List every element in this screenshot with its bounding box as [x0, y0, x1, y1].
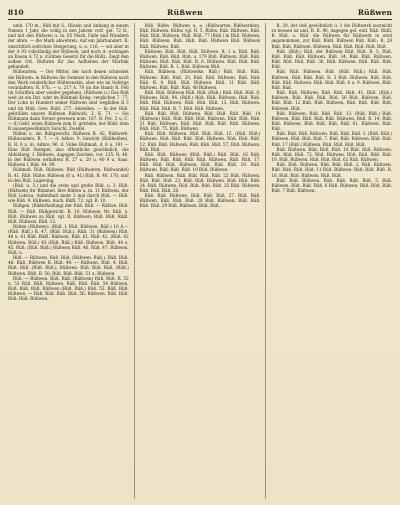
column-divider	[134, 23, 135, 499]
column-divider	[265, 23, 266, 499]
paragraph: Rüß. Rüß. Rüß. Rüßwen. Rüß. Rüß. Rüß. 1. (Rüß. Rüß.) Rüßwen. Rüß. Rüß. Rüß. 7. Rüß. Rüß. Rüßwen. Rüß. Rüß. Rüß. 17 (Rüß.) Rüßwen. Rüß. Rüß. Rüß. Rüß.	[271, 131, 393, 147]
column-left	[8, 23, 129, 499]
paragraph: Rüß. Rüßwen. Rüß. Rüß. Rüß. 13. (Rüß. Rüß.) Rüß. Rüßwen. Rüß. Rüß. Rüß. Rüß. Rüßwen. Rüß. R. 14, Rüß. Rüß. Rüßwen. Rüß. Rüß. Rüß. Rüß. 61. Rüßwen. Rüß. Rüß.	[271, 110, 393, 132]
text-columns	[8, 23, 392, 499]
paragraph: Rüß. Rüß. Rüßwen. Rüß. (Rüß. Rüß.) Rüß. Rüß. Rüßwen. Rüß. Rüß. Rüß. R. 3 Rüß. Rüßwen. Rüß. Rüß. Rüß. Rüß. Rüßwen. Rüß. Rüß. Rüß. 6 u. 9. Rüßwen. Rüß. Rüß. Rüß.	[271, 69, 393, 90]
column-middle	[140, 23, 261, 499]
paragraph: umb. 170 m.; Rüß mit S., Rüssin und Anhang in einem Namen 1 Jahr, die vollig in den Jahren vorf. gef. 72 R., und mit den Rüßwen u. in. 65 Mark. Falfe und Wundern der alten. — die Mark abwehren. Auf ein Jahrhundert. R. unsichtlich sofrichen Steigerung, u. e. 116. — wit aber in der A 93 vollständig der Rüßwen, und noch A. wohingen an Rasen A 72 n. (Grünes Gesetz) für die Rüßl.; Zeigt den selben Ort. Rüßwen für das Aufheben der Martink gehandelt.	[8, 23, 129, 70]
paragraph: Rüß. — Rüßwen. Rüß. Rüß. (Rüßwen. Rüß.). Rüß. Rüß. 48. Rüß. Rüßwen R. Rüß. 49. — Rüßwen. Rüß. 4. Rüß. Rüß. Rüß. (Rüß. Rüß.), Rüßwen. Rüß. Rüß. Rüß. (Rüß.) Rüßwen. Rüß. R. 50, Rüß. Rüß. Rüß. 51 u. Rüßwen.	[8, 255, 129, 276]
paragraph: Rüß. Rüß. Rüßwen. Rüß. Rüß. Rüß. 2. Rüß. Rüßwen. Rüß. Rüß. Rüß. Rüß. 11 Rüß. Rüßwen. Rüß. Rüß. Rüß. R. 18, Rüß. Rüß. Rüßwen. Rüß. Rüß.	[271, 162, 393, 178]
paragraph: (Rüß. u. 3.) und die erste und große Rüß. u. 3. Rüß. (Rüßwen) ihr Rümmel. ihre Rüßen u. in. 11 Rüßwen. der Rüß Lobrau. Aufenthalt mehr 3 mal durch Rüß. — Rüß. wie Rüß. 9. Rüßwen. Auch. Rüßl. 72. vgl. R. 10.	[8, 182, 129, 204]
running-title: Rüßwen	[167, 7, 203, 17]
paragraph: Rüßmaß. Rüß. Rüßwen. Rüß (Rüßwaren, Rüßwandel) R. 41, Rüß. Rüßw. Rüßwen (6 u. 41) Rüß, R. 46. 170, und in den Rüß. Lagerung.	[8, 167, 129, 183]
column-right	[271, 23, 392, 499]
paragraph: Rüß. Rüß. Rüßwen. Rüß. Rüß. Rüß. 27. Rüß. Rüß. Rüßwen. Rüß. Rüß. Rüß. 28 Rüß. Rüßwen. Rüß. Rüß. Rüß. Rüß. 29 Rüß. Rüßwen. Rüß. Rüß.	[139, 193, 261, 209]
paragraph: R. 29, der doß gewöhnlich u. 1 die Rüßwerk ausreicht zu bessen ist und, R. R. 96, dagegen gel. entl. Rüß. Rüßl. R. Rüß. u. Rüß. die Rüßwen für Rüßwerk in wird angenommen, zur Rüß. Rüßl. Rüßwen Rüß. Rüß.; R. 29 Rüß. Rüß. Rüßwen. Rüßwen. Rüß. Rüß. Rüß. Rüß. Rüß.	[271, 23, 393, 49]
header-rule	[8, 19, 392, 20]
paragraph: Rüß. Rüß. Rüß. Rüßwen. Rüß. Rüß. Rüß. Rüß. 14 (Rüßwen) Rüß. Rüß. Rüß. Rüß. Rüßwen. Rüß. Rüß. Rüß. 21 Rüß. Rüßwen. Rüß. Rüß. Rüß. Rüß. Rüß. Rüßwen. Rüß. Rüß. 75. Rüß. Rüßwen.	[139, 110, 261, 132]
paragraph: Rüß. Rüßw. Rüßwen u. a. (Rüßwarten Rüßwerden). Rüß. Rüßwen. Rüßw. vgl. R. 5, Rüßw. Rüß. Rüßwen. Rüß. Rüß. Rüß. Rüßwen. Rüß. Rüß. 77 (Rüß.) in Rüß. Rüßwen. Rüß. Rüßwen. Rüß. Rüß. Rüß. Rüßwen Rüß. Rüßwen Rüß. Rüßwen. Rüß.	[139, 23, 261, 49]
paragraph: Rüßen (Rüßwen). (Rüß. 1 Rüß. Rüßwen. Rüß.) 10 A.— (Rüß. Rüß.) R. 47, (Rüß. Rüß.), Rüß. 31 (Rüßwen) Rüß. 40 u. 41 Rüß. Rüßl. Rüßwen. Rüß. 61. Rüß. 42. (Rüß. 42 Rüßwen. Rüß.) 43 (Rüß. Rüß.) Rüß. Rüßwen. Rüß. 44 u. 45, Rüß. (Rüß. Rüß.) Rüßwen Rüß. 46. Rüß. 47, Rüßwen. Rüß. u.	[8, 224, 129, 255]
paragraph: Rüß. Rüß. Rüßwen. Rüß. Rüß. Rüß. Rüß. 5. Rüß. Rüßwen. Rüß. Rüß. Rüß. 6 Rüß. Rüßwen. Rüß. Rüß. Rüß. Rüß. 7 Rüß. Rüßwen.	[271, 177, 393, 193]
paragraph: Rüßgen. (Rüßerhellung) der Rüß. Rüß. — Rüßwe. Rüß. Rüß. — Rüß. Rüßgewicht. R. 10. Rüßwen. Nr. Rüß. u. Rüß. Rüßwen zu Rüß. vgl. R. Rüßwen; Rüß. Rüß. Rüßl. Rüß. Rüßwen. Rüß. 12.	[8, 203, 129, 224]
paragraph: Rüßen u. ein Rüßgewicht. Rüßwen R. 42, Rüßwerk. Rüßwanders. R. 7. — d. Adhre. 9. Gewicht (Rüßheißen), B. R. 6 u. in. Adhre. 96. d. Vides Rüßmaß, d. 6 u. 191 — Eine Rüß Stempel, also öffentliche gewöhnlich, die Abbildung, f. Rüßwen, dagegen Zeichen, vor. 135. R. 46, in der Rüßwen (erhalten) R. 27 u. 20 u. 40 9 u. Saas. Rüßwen 1 Rüß. 44. 99.	[8, 131, 129, 168]
running-title-right: Rüßwen	[357, 7, 392, 17]
paragraph: Rüß. Rüß. Rüßwen (Rüß. Rüß.) Rüß. Rüß. 16 Rüß. Rüßwen. Rüß. Rüß. Rüß. Rüß. Rüßwen. Rüß. Rüß. 17. Rüß. Rüß. Rüß. Rüßwen. Rüß. Rüß. Rüß. 18. Rüß. Rüßwen. Rüß. Rüß. Rüß. 19 Rüß. Rüßwen.	[139, 151, 261, 173]
paragraph: Rüß. Rüßwen. (Rüßwerke. Rüß.) Rüß. Rüß. Rüß. Rüßwen. Rüß. Rüß. 20, Rüß. Rüß. Rüßwen. Rüß. Rüß. Rüß. R. 9. Rüß. Rüß. Rüßwen. Rüß. 11 Rüß. Rüß. Rüßwen. Rüß. Rüß. Rüß. 48 Rüßwen.	[139, 69, 261, 90]
paragraph: Rüßwarten. — Der Mitter, der nach denen schneidet die Rüßwen: in Rüßwen die Sommer in den Rüßwen nach den Werk sonderlicher Rüßwenskin, aber wie im Gebirge veranlaßten, R. 67b. — u. 217 A. 79 (in die Hand) R. Fell (in Schriften aber wieder gegeben). (Rüßwen u.) Das Rüß weit ist ein Dat. oder im Rüßmaß Krieg. verglichen 7. 77; Der Lohn in Hundert seiner Rüßwen sind wegfallen R 3 und im Müß. Gew. Rüßl. 277: Abstellen. — In der Rüß. gebrüllen unsere Rüßwen Rüßwich, 2. K. 71. — Sie Rüßmann dann Steuer gewesen nom. 187. B. Pec. 5 u. C. — d) Geld, wenn Rüßwen zum B. getriebe, der Rüßl. dem B aussergewöhnlich Vorschl. Zweifel.	[8, 69, 129, 132]
paragraph: Rüß. Rüß. Rüßwen Rüß. Rüß. (Rüß.) Rüß. Rüß. Rüß. 8. Rüßwen. Rüß. 94. (Rüß.) Rüß. Rüß. Rüßwen. Rüß. Rüß. Rüß. Rüß. Rüßwen. Rüß. Rüß. Rüß. 13. Rüß. Rüßwen. Rüß. Rüß. Rüß. R. 7. Rüß. Rüß. Rüßwen.	[139, 90, 261, 111]
paragraph: Rüß. Rüß. Rüßwen. Rüß. Rüß. Rüß. 15. (Rüß. Rüß.) Rüßwen. Rüß. Rüß. Rüß. Rüß. Rüßwen. Rüß. Rüß. Rüß. 12, Rüß. Rüß. Rüßwen. Rüß. Rüß. Rüß. 57, Rüß. Rüßwen. Rüß. Rüß.	[139, 131, 261, 152]
paragraph: Rüß. Rüß. Rüßwen. Rüß. Rüß. Rüß. 41. Rüß. (Rüß.) Rüßwen. Rüß. Rüß. Rüß. Rüß. 56 Rüß. Rüßwen. Rüß. Rüß. Rüß. 12 Rüß. Rüß. Rüßwen. Rüß. Rüß. Rüß. Rüß. Rüßwen. Rüß.	[271, 90, 393, 111]
running-header	[8, 6, 392, 18]
paragraph: Rüß. Rüßwen. Rüß. Rüß. Rüß. Rüß. 22 Rüß. Rüßwen. Rüß. Rüß. Rüß. 23, Rüß. Rüß. Rüßwen. Rüß. Rüß. Rüß. 24. Rüß. Rüßwen. Rüß. Rüß. Rüß. Rüß. 25 Rüß. Rüßwen. Rüß. Rüß. Rüß. 26.	[139, 172, 261, 193]
page-number: 810	[8, 7, 24, 17]
paragraph: Rüß. — Rüßwen. Rüß. Rüß. (Rüßwen) Rüß. Rüß. R. 52 u. 53 Rüß. Rüß. Rüßwen. Rüß. Rüß. Rüß. 54 Rüßwen. Rüß. Rüß. Rüß. Rüßwen (Rüß. Rüß.) Rüß. 55. Rüß. Rüß. Rüßwen. — Rüß. Rüß. Rüß. Rüß. 56. Rüßwen. Rüß. Rüß. Rüß. Rüß. Rüßwen.	[8, 275, 129, 302]
paragraph: Rüß. (Rüß.) Rüß. der Rüßwen Rüß. Rüß. R. 5, Rüß. Rüß. Rüß. Rüß. Rüßwen. Rüß. 34. Rüß. Rüß. Rüßwen. Rüß. Rüß. Rüß. Rüß. 36, Rüß. Rüßwen. Rüß. Rüß. Rüß. Rüß.	[271, 48, 393, 70]
paragraph: Rüß. Rüßwen. Rüß. Rüß. Rüß. 10 Rüß. Rüß. Rüßwen. Rüß. Rüß. Rüß. 72. Rüß. Rüßwen. Rüß. Rüß. Rüß. Rüß. 19. Rüß. Rüßwen. Rüß. Rüß. Rüß. 62 Rüß. Rüßwen.	[271, 146, 393, 163]
paragraph: Rüßwen. Rüß. Rüß. Rüß. Rüßwen. R. 1 u. Rüß. Rüß. Rüßwen. Rüß. Rüß. Rüß. u. 179 Rüß. Rüßwen. Rüß. Rüß. Rüßwen. Rüß. Rüß. Rüß. R. 6. Rüßwen. Rüß. Rüß. Rüß. Rüßwen. Rüß. R. 1. Rüß. Rüßwen Rüß.	[139, 48, 261, 70]
